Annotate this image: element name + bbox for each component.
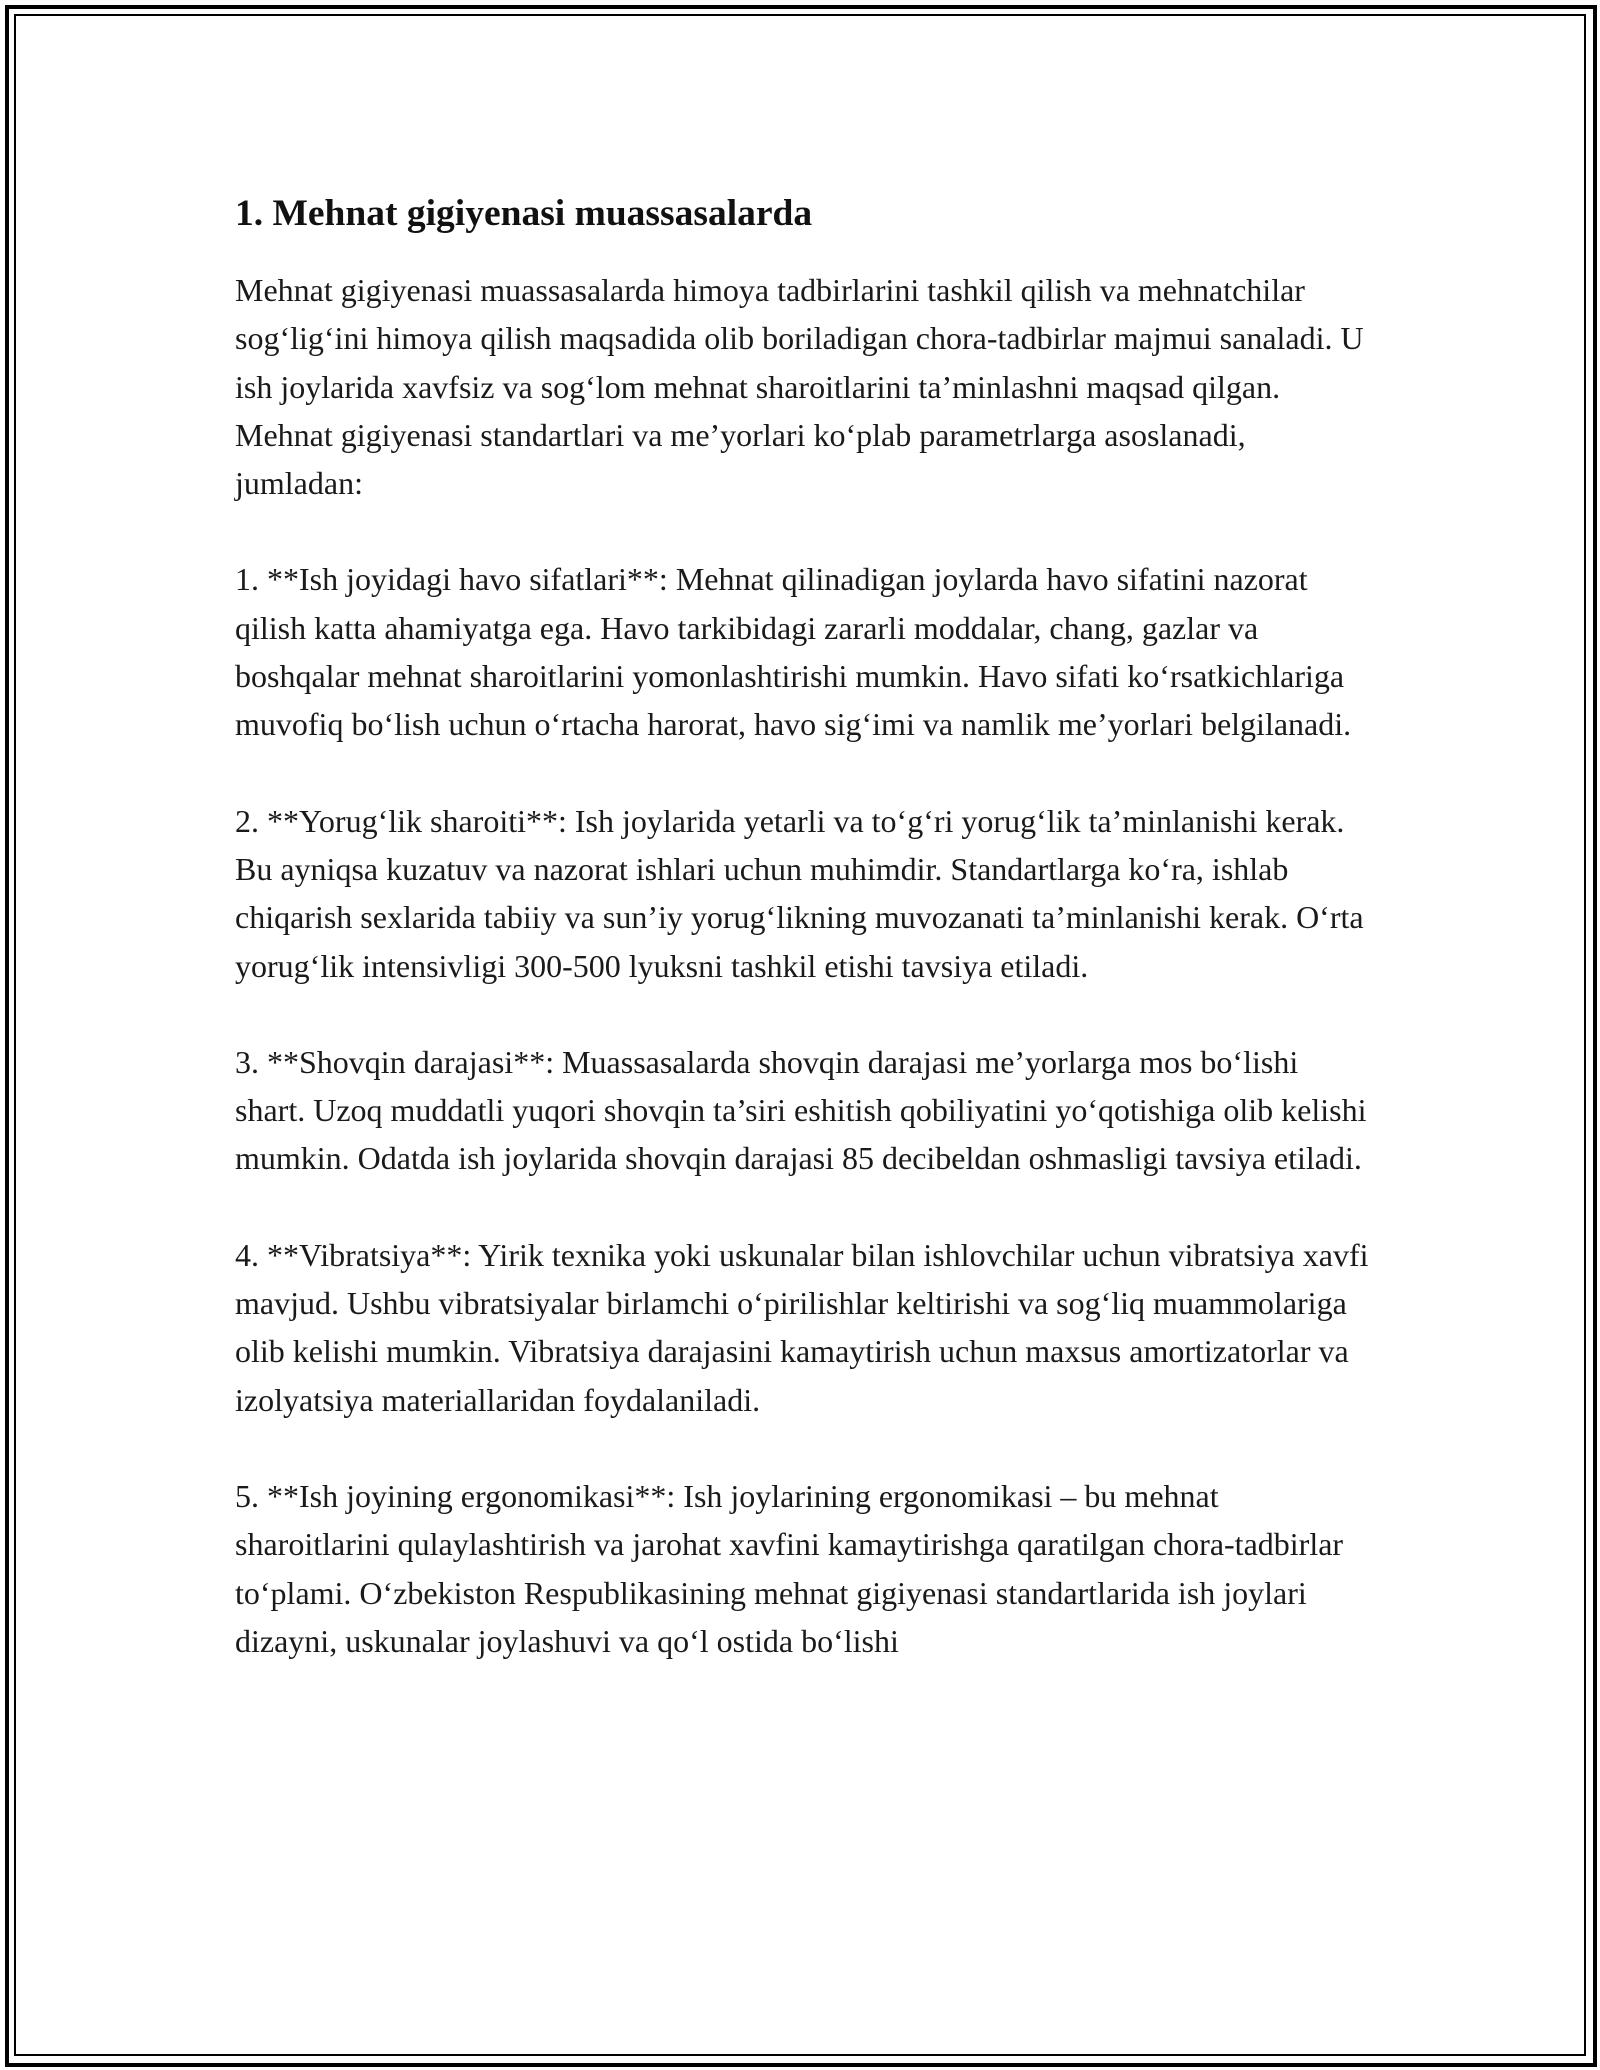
intro-paragraph: Mehnat gigiyenasi muassasalarda himoya tadbirlarini tashkil qilish va mehnatchilar sog‘lig‘ini himoya qilish maqsadida olib boriladigan chora-tadbirlar majmui sanaladi. U ish joylarida xavfsiz va sog‘lom mehnat sharoitlarini ta’minlashni maqsad qilgan. Mehnat gigiyenasi standartlari va me’yorlari ko‘plab parametrlarga asoslanadi, jumladan:: [235, 272, 1364, 502]
list-item-vibration: 4. **Vibratsiya**: Yirik texnika yoki uskunalar bilan ishlovchilar uchun vibratsiya xavfi mavjud. Ushbu vibratsiyalar birlamchi o‘pirilishlar keltirishi va sog‘liq muammolariga olib kelishi mumkin. Vibratsiya darajasini kamaytirish uchun maxsus amortizatorlar va izolyatsiya materiallaridan foydalaniladi.: [235, 1236, 1369, 1418]
section-heading: 1. Mehnat gigiyenasi muassasalarda: [235, 193, 813, 234]
list-item-air-quality: 1. **Ish joyidagi havo sifatlari**: Mehnat qilinadigan joylarda havo sifatini nazorat qilish katta ahamiyatga ega. Havo tarkibidagi zararli moddalar, chang, gazlar va boshqalar mehnat sharoitlarini yomonlashtirishi mumkin. Havo sifati ko‘rsatkichlariga muvofiq bo‘lish uchun o‘rtacha harorat, havo sig‘imi va namlik me’yorlari belgilanadi.: [235, 561, 1352, 743]
document-body: [235, 188, 1375, 1713]
list-item-ergonomics: 5. **Ish joyining ergonomikasi**: Ish joylarining ergonomikasi – bu mehnat sharoitlarini qulaylashtirish va jarohat xavfini kamaytirishga qaratilgan chora-tadbirlar to‘plami. O‘zbekiston Respublikasining mehnat gigiyenasi standartlarida ish joylari dizayni, uskunalar joylashuvi va qo‘l ostida bo‘lishi: [235, 1477, 1344, 1659]
list-item-lighting: 2. **Yorug‘lik sharoiti**: Ish joylarida yetarli va to‘g‘ri yorug‘lik ta’minlanishi kerak. Bu ayniqsa kuzatuv va nazorat ishlari uchun muhimdir. Standartlarga ko‘ra, ishlab chiqarish sexlarida tabiiy va sun’iy yorug‘likning muvozanati ta’minlanishi kerak. O‘rta yorug‘lik intensivligi 300-500 lyuksni tashkil etishi tavsiya etiladi.: [235, 802, 1364, 984]
list-item-noise: 3. **Shovqin darajasi**: Muassasalarda shovqin darajasi me’yorlarga mos bo‘lishi shart. Uzoq muddatli yuqori shovqin ta’siri eshitish qobiliyatini yo‘qotishiga olib kelishi mumkin. Odatda ish joylarida shovqin darajasi 85 decibeldan oshmasligi tavsiya etiladi.: [235, 1043, 1367, 1177]
